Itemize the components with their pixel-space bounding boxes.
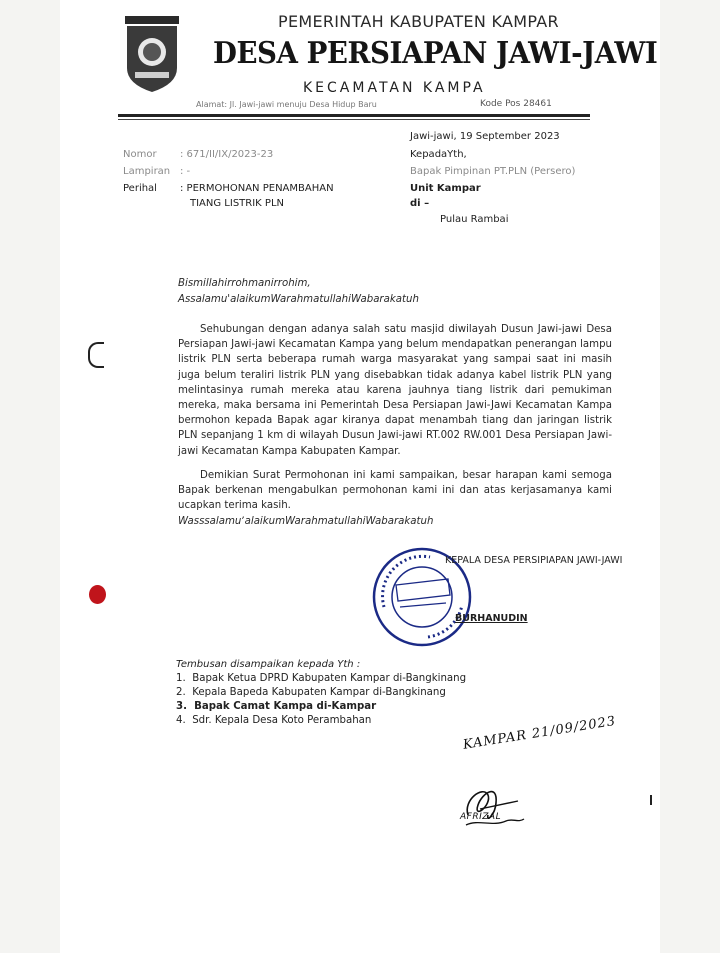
lampiran-value: : - <box>180 166 191 177</box>
cc-number: 3. <box>176 701 187 712</box>
cc-item <box>176 715 371 726</box>
cc-text: Bapak Ketua DPRD Kabupaten Kampar di-Bangkinang <box>192 673 467 684</box>
recipient-line-4: di – <box>410 198 430 209</box>
signatory-title: KEPALA DESA PERSIPIAPAN JAWI-JAWI <box>445 555 623 566</box>
cc-item <box>176 701 376 712</box>
cc-item <box>176 687 446 698</box>
cc-text: Sdr. Kepala Desa Koto Perambahan <box>192 715 372 726</box>
handwritten-date-note: KAMPAR 21/09/2023 <box>462 713 618 753</box>
cc-number: 4. <box>176 715 186 726</box>
perihal-line-2: TIANG LISTRIK PLN <box>190 198 284 209</box>
opening-greeting: Assalamu'alaikumWarahmatullahiWabarakatuh <box>178 294 419 305</box>
closing-greeting: WasssalamuʼalaikumWarahmatullahiWabarakatuh <box>178 516 434 527</box>
handwritten-signature-name: AFRIZAL <box>460 812 502 822</box>
government-heading: PEMERINTAH KABUPATEN KAMPAR <box>278 12 559 31</box>
recipient-line-2: Bapak Pimpinan PT.PLN (Persero) <box>410 166 576 177</box>
cc-text: Kepala Bapeda Kabupaten Kampar di-Bangkinang <box>192 687 446 698</box>
cc-text: Bapak Camat Kampa di-Kampar <box>194 701 377 712</box>
body-paragraph-1: Sehubungan dengan adanya salah satu masjid diwilayah Dusun Jawi-jawi Desa Persiapan Jawi-jawi Kecamatan Kampa yang belum mendapatkan penerangan lampu listrik PLN serta beberapa rumah warga masyarakat yang sampai saat ini masih juga belum teraliri listrik PLN yang disebabkan tidak adanya kabel listrik PLN yang melintasinya rumah mereka atau karena jauhnya tiang listrik dari pemukiman mereka, maka bersama ini Pemerintah Desa Persiapan Jawi-Jawi Kecamatan Kampa bermohon kepada Bapak agar kiranya dapat menambah tiang dan jaringan listrik PLN sepanjang 1 km di wilayah Dusun Jawi-jawi RT.002 RW.001 Desa Persiapan Jawi-jawi Kecamatan Kampa Kabupaten Kampar. <box>178 324 612 457</box>
red-punch-mark <box>89 585 106 604</box>
scan-speck <box>650 795 652 805</box>
nomor-label: Nomor <box>123 149 157 160</box>
district-heading: KECAMATAN KAMPA <box>303 80 486 96</box>
lampiran-label: Lampiran <box>123 166 171 177</box>
nomor-value: : 671/II/IX/2023-23 <box>180 149 274 160</box>
binder-hole-mark <box>88 342 104 368</box>
opening-basmalah: Bismillahirrohmanirrohim, <box>178 278 311 289</box>
village-heading: DESA PERSIAPAN JAWI-JAWI <box>213 36 658 71</box>
place-date: Jawi-jawi, 19 September 2023 <box>410 131 560 142</box>
cc-heading: Tembusan disampaikan kepada Yth : <box>176 659 361 670</box>
recipient-line-3: Unit Kampar <box>410 183 481 194</box>
header-divider <box>118 114 590 117</box>
address-line: Alamat: Jl. Jawi-jawi menuju Desa Hidup Baru <box>196 100 377 109</box>
cc-number: 1. <box>176 673 186 684</box>
perihal-line-1: : PERMOHONAN PENAMBAHAN <box>180 183 334 194</box>
postal-code: Kode Pos 28461 <box>480 99 552 109</box>
cc-item <box>176 673 466 684</box>
body-paragraph-2: Demikian Surat Permohonan ini kami sampaikan, besar harapan kami semoga Bapak berkenan mengabulkan permohonan kami ini dan atas kerjasamanya kami ucapkan terima kasih. <box>178 470 612 512</box>
cc-number: 2. <box>176 687 186 698</box>
signatory-name: BURHANUDIN <box>455 613 528 624</box>
recipient-line-5: Pulau Rambai <box>440 214 509 225</box>
recipient-line-1: KepadaYth, <box>410 149 467 160</box>
perihal-label: Perihal <box>123 183 157 194</box>
header-divider-thin <box>118 119 590 120</box>
regency-emblem-icon <box>123 14 181 94</box>
